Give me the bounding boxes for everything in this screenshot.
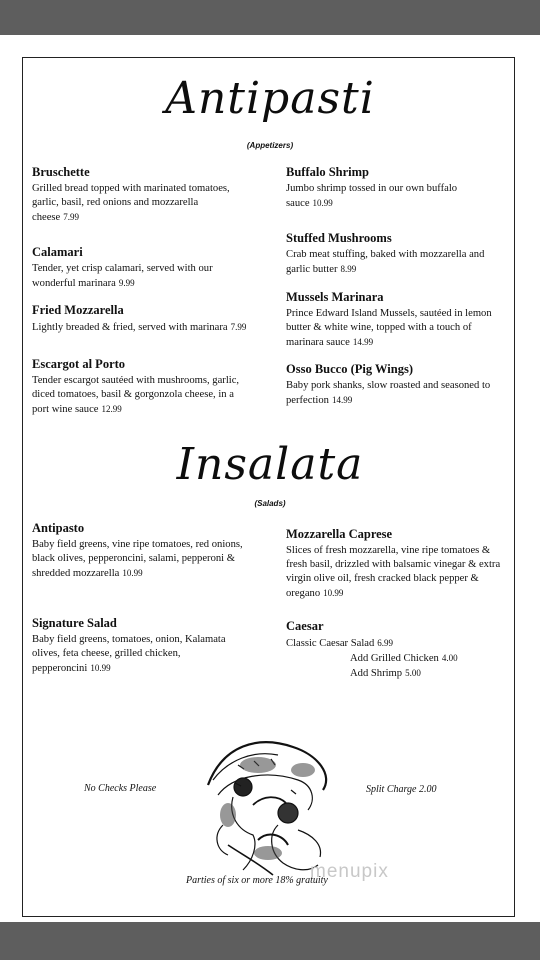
menu-item-antipasto [32, 521, 250, 581]
cherub-illustration [198, 735, 338, 880]
item-description: Baby field greens, vine ripe tomatoes, red onions, black olives, pepperoncini, salami, pepperoni & shredded mozzarella 10.99 [32, 539, 243, 579]
item-price: 6.99 [377, 638, 394, 648]
item-name: Mozzarella Caprese [286, 527, 393, 541]
item-price: 10.99 [323, 588, 344, 598]
watermark-logo: menupix [310, 861, 389, 882]
item-description: Tender escargot sautéed with mushrooms, garlic, diced tomatoes, basil & gorgonzola cheese, in a port wine sauce 12.99 [32, 375, 240, 415]
item-name: Escargot al Porto [32, 357, 126, 371]
item-price: 8.99 [340, 264, 357, 274]
item-price: 14.99 [331, 395, 353, 405]
addon-price: 5.00 [405, 668, 421, 678]
item-price: 7.99 [230, 322, 247, 332]
split-charge-note: Split Charge 2.00 [366, 784, 437, 795]
item-description: Grilled bread topped with marinated tomatoes, garlic, basil, red onions and mozzarella cheese 7.99 [32, 183, 230, 223]
item-description: Tender, yet crisp calamari, served with our wonderful marinara 9.99 [32, 263, 213, 289]
addon-shrimp: Add Shrimp 5.00 [350, 668, 421, 679]
item-name: Signature Salad [32, 616, 117, 630]
menu-item-osso-bucco [286, 362, 496, 408]
item-price: 7.99 [63, 212, 79, 222]
menu-item-bruschette [32, 165, 247, 225]
item-description: Classic Caesar Salad 6.99 [286, 638, 394, 649]
item-description: Baby pork shanks, slow roasted and seasoned to perfection 14.99 [286, 380, 491, 406]
menu-item-mussels-marinara [286, 290, 496, 350]
menu-item-calamari [32, 245, 247, 291]
menu-item-mozzarella-caprese [286, 527, 508, 601]
item-name: Bruschette [32, 165, 90, 179]
item-name: Mussels Marinara [286, 290, 384, 304]
item-name: Osso Bucco (Pig Wings) [286, 362, 413, 376]
item-name: Stuffed Mushrooms [286, 231, 392, 245]
item-name: Buffalo Shrimp [286, 165, 370, 179]
addon-grilled-chicken: Add Grilled Chicken 4.00 [350, 653, 458, 664]
item-name: Fried Mozzarella [32, 303, 124, 317]
menu-item-buffalo-shrimp [286, 165, 496, 211]
insalata-subtitle: (Salads) [254, 499, 286, 508]
item-description: Lightly breaded & fried, served with marinara 7.99 [32, 322, 247, 333]
insalata-title: Insalata [176, 439, 364, 490]
item-name: Antipasto [32, 521, 85, 535]
item-description: Baby field greens, tomatoes, onion, Kalamata olives, feta cheese, grilled chicken, pepperoncini 10.99 [32, 634, 226, 674]
menu-item-caesar [286, 619, 506, 681]
item-price: 12.99 [101, 404, 122, 414]
item-price: 10.99 [122, 568, 143, 578]
bottom-bar [0, 922, 540, 960]
item-name: Caesar [286, 619, 324, 633]
menu-page [0, 35, 540, 922]
item-name: Calamari [32, 245, 83, 259]
item-price: 10.99 [312, 198, 333, 208]
menu-item-escargot [32, 357, 247, 417]
item-description: Jumbo shrimp tossed in our own buffalo sauce 10.99 [286, 183, 458, 209]
item-description: Prince Edward Island Mussels, sautéed in lemon butter & white wine, topped with a touch of marinara sauce 14.99 [286, 308, 492, 348]
item-price: 10.99 [90, 663, 111, 673]
menu-item-stuffed-mushrooms [286, 231, 496, 277]
item-description: Slices of fresh mozzarella, vine ripe tomatoes & fresh basil, drizzled with balsamic vinegar & extra virgin olive oil, fresh cracked black pepper & oregano 10.99 [286, 545, 501, 599]
gratuity-note: Parties of six or more 18% gratuity [186, 875, 328, 886]
menu-item-fried-mozzarella [32, 303, 247, 335]
item-price: 9.99 [118, 278, 135, 288]
top-bar [0, 0, 540, 35]
addon-price: 4.00 [441, 653, 458, 663]
item-price: 14.99 [352, 337, 374, 347]
item-description: Crab meat stuffing, baked with mozzarella and garlic butter 8.99 [286, 249, 485, 275]
menu-item-signature-salad [32, 616, 254, 676]
antipasti-title: Antipasti [165, 73, 375, 124]
antipasti-subtitle: (Appetizers) [246, 141, 294, 150]
no-checks-note: No Checks Please [84, 783, 157, 794]
